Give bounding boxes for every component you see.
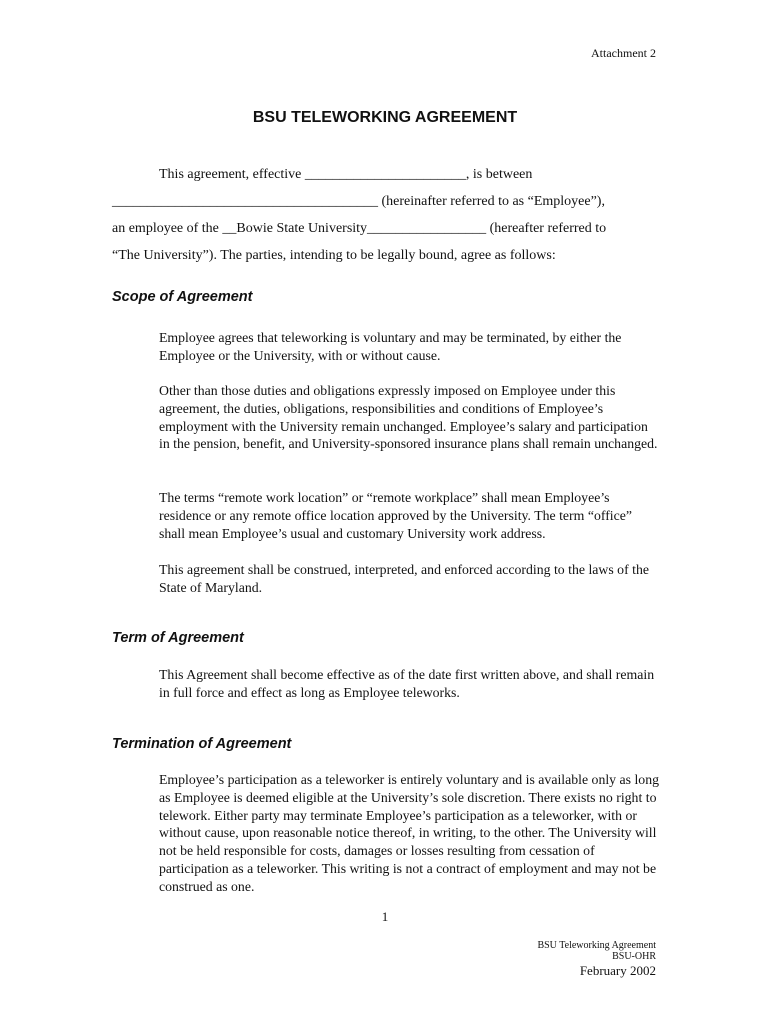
intro-line-1: This agreement, effective _______________________, is between — [159, 167, 533, 182]
intro-line-2 — [112, 194, 605, 210]
term-heading: Term of Agreement — [112, 630, 244, 646]
department-blank: ______________ — [388, 221, 487, 236]
scope-paragraph-4: This agreement shall be construed, interpreted, and enforced according to the laws of the State of Maryland. — [159, 562, 649, 595]
employee-name-blank: ______________________________________ — [112, 194, 378, 209]
termination-paragraph-1: Employee’s participation as a teleworker is entirely voluntary and is available only as long as Employee is deemed eligible at the University’s sole discretion. There exists no right to telework. Either party may terminate Employee’s participation as a teleworker, with or without cause, upon reasonable notice thereof, in writing, to the other. The University will not be held responsible for costs, damages or losses resulting from cessation of participation as a teleworker. This writing is not a contract of employment and may not be construed as one. — [159, 772, 659, 894]
intro-line-4: “The University”). The parties, intending to be legally bound, agree as follows: — [112, 248, 556, 263]
scope-paragraph-2: Other than those duties and obligations expressly imposed on Employee under this agreement, the duties, obligations, responsibilities and conditions of Employee’s employment with the University remain unchanged. Employee’s salary and participation in the pension, benefit, and University-sponsored insurance plans shall remain unchanged. — [159, 383, 658, 452]
footer-date: February 2002 — [579, 963, 656, 978]
scope-heading: Scope of Agreement — [112, 289, 253, 305]
intro-line-3 — [112, 221, 606, 237]
page-number: 1 — [381, 909, 389, 924]
intro-line-2-text: (hereinafter referred to as “Employee”), — [378, 194, 605, 209]
term-paragraph-1: This Agreement shall become effective as of the date first written above, and shall remain in full force and effect as long as Employee teleworks. — [159, 667, 655, 700]
scope-paragraph-3: The terms “remote work location” or “remote workplace” shall mean Employee’s residence or any remote office location approved by the University. The term “office” shall mean Employee’s usual and customary University work address. — [159, 490, 632, 541]
intro-line-3-suffix: (hereafter referred to — [486, 221, 607, 236]
footer-office: BSU-OHR — [612, 951, 656, 962]
footer-document-name: BSU Teleworking Agreement — [537, 940, 656, 951]
university-name-field: __Bowie State University___ — [222, 221, 389, 236]
intro-line-3-prefix: an employee of the — [112, 221, 223, 236]
termination-heading: Termination of Agreement — [112, 736, 292, 752]
document-title: BSU TELEWORKING AGREEMENT — [252, 109, 518, 126]
scope-paragraph-1: Employee agrees that teleworking is voluntary and may be terminated, by either the Employee or the University, with or without cause. — [159, 330, 622, 363]
attachment-label: Attachment 2 — [591, 46, 656, 60]
